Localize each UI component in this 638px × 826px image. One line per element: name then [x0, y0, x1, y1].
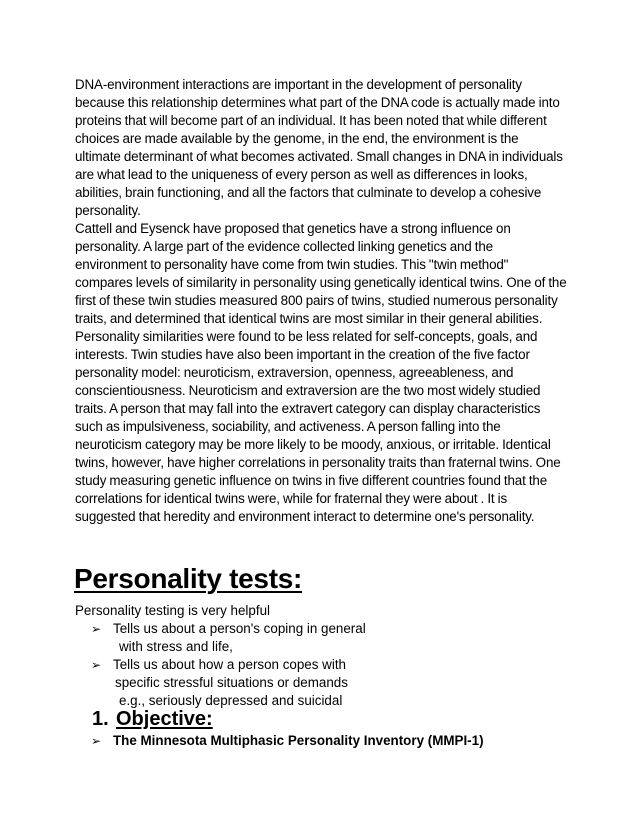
subheading-number: 1. [92, 708, 109, 730]
arrow-bullet-icon: ➢ [91, 658, 102, 672]
subheading-label: Objective: [116, 708, 213, 730]
arrow-bullet-icon: ➢ [91, 734, 102, 748]
mmpi-item [91, 732, 484, 750]
bullet-line: with stress and life, [119, 639, 233, 654]
list-item [91, 620, 511, 656]
intro-line: Personality testing is very helpful [75, 603, 271, 618]
list-item [91, 656, 511, 710]
paragraph-twin-studies: Cattell and Eysenck have proposed that genetics have a strong influence on personality. A large part of the evidence collected linking genetics and the environment to personality have come from twin studies. This "twin method" compares levels of similarity in personality using genetically identical twins. One of the first of these twin studies measured 800 pairs of twins, studied numerous personality traits, and determined that identical twins are most similar in their general abilities. Personality similarities were found to be less related for self-concepts, goals, and interests. Twin studies have also been important in the creation of the five factor personality model: neuroticism, extraversion, openness, agreeableness, and conscientiousness. Neuroticism and extraversion are the two most widely studied traits. A person that may fall into the extravert category can display characteristics such as impulsiveness, sociability, and activeness. A person falling into the neuroticism category may be more likely to be moody, anxious, or irritable. Identical twins, however, have higher correlations in personality traits than fraternal twins. One study measuring genetic influence on twins in five different countries found that the correlations for identical twins were, while for fraternal they were about . It is suggested that heredity and environment interact to determine one's personality. [75, 221, 567, 524]
paragraph-dna-environment: DNA-environment interactions are important in the development of personality because this relationship determines what part of the DNA code is actually made into proteins that will become part of an individual. It has been noted that while different choices are made available by the genome, in the end, the environment is the ultimate determinant of what becomes activated. Small changes in DNA in individuals are what lead to the uniqueness of every person as well as differences in looks, abilities, brain functioning, and all the factors that culminate to develop a cohesive personality. [75, 77, 563, 218]
bullet-line: Tells us about how a person copes with [113, 657, 346, 672]
section-heading-personality-tests: Personality tests: [74, 563, 303, 594]
mmpi-text: The Minnesota Multiphasic Personality Inventory (MMPI-1) [113, 733, 484, 748]
subheading-objective [92, 706, 213, 732]
bullet-line: e.g., seriously depressed and suicidal [119, 693, 343, 708]
bullet-list [91, 620, 511, 710]
bullet-line: Tells us about a person's coping in general [113, 621, 366, 636]
body-text [75, 76, 567, 526]
bullet-line: specific stressful situations or demands [115, 675, 348, 690]
arrow-bullet-icon: ➢ [91, 622, 102, 636]
